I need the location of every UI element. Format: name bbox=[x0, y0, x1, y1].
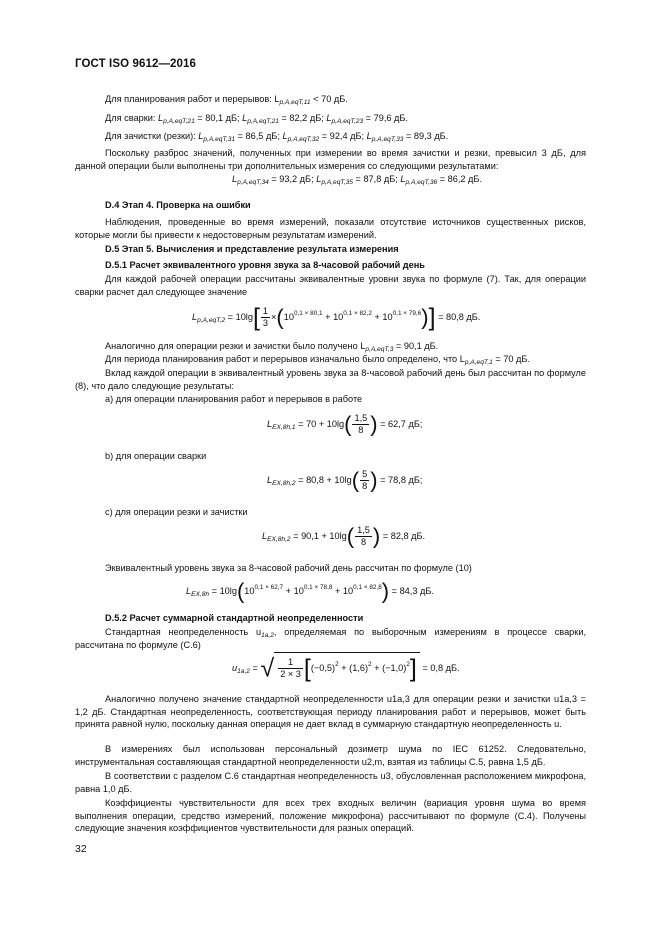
analog-cutting-text: Аналогично для операции резки и зачистки было получено L bbox=[105, 341, 366, 351]
welding-val-3: = 79,6 дБ. bbox=[363, 113, 408, 123]
ft-sub: EX,8h bbox=[191, 591, 210, 598]
ft-result: = 84,3 дБ. bbox=[389, 586, 434, 596]
formula-total: $L_{EX,8h} = 10\lg(10^{0,1 \times 62,7} + 10^{0,1 \times 78,8} + 10^{0,1 \times 82,8}) = 84,3$ дБ. bbox=[186, 578, 434, 604]
f1-result: = 80,8 дБ. bbox=[435, 312, 481, 322]
analog-cutting-sub: p,A,eqT,3 bbox=[365, 346, 394, 353]
item-a-label: a) для операции планирования работ и перерывов в работе bbox=[105, 394, 363, 404]
f1-eq: = 10lg bbox=[225, 312, 253, 322]
fc-result: = 82,8 дБ. bbox=[380, 531, 426, 541]
f1-exp-3: 0,1 × 79,6 bbox=[392, 310, 422, 317]
document-header: ГОСТ ISO 9612—2016 bbox=[75, 58, 197, 70]
extra-val-2: = 87,8 дБ; bbox=[352, 174, 401, 184]
ft-exp-1: 0,1 × 62,7 bbox=[254, 584, 284, 591]
fc-fraction bbox=[355, 525, 372, 548]
extra-val-1: = 93,2 дБ; bbox=[268, 174, 317, 184]
section-d52-text bbox=[75, 626, 586, 651]
planning-line bbox=[105, 94, 348, 104]
formula-uncertainty: $u_{1a,2}$ = √ $\frac{1}{2 \times 3}$ $[(-0,5)^2 + (1,6)^2 + (-1,0)^2] = 0,8$ дБ. bbox=[232, 652, 460, 684]
f1-plus-2: + bbox=[371, 312, 383, 322]
cutting-prefix: Для зачистки (резки): bbox=[105, 131, 199, 141]
c6-paragraph: В соответствии с разделом C.6 стандартная неопределенность u3, обусловленная расположением микрофона, равна 1,0 дБ. bbox=[75, 771, 586, 794]
fb-fraction bbox=[360, 469, 369, 492]
f1-exp-1: 0,1 × 80,1 bbox=[293, 310, 323, 317]
f1-num: 1 bbox=[262, 306, 269, 317]
planning-text: Для планирования работ и перерывов: L bbox=[105, 94, 280, 104]
d52-sub: 1a,2 bbox=[261, 632, 274, 639]
extra-measurements: $L_{p,A,eqT,34} = 93,2$ дБ; $L_{p,A,eqT,35} = 87,8$ дБ; $L_{p,A,eqT,36} = 86,2$ дБ. bbox=[232, 174, 483, 186]
coefficients-paragraph: Коэффициенты чувствительности для всех трех входных величин (вариация уровня шума во время выполнения операции, средство измерений, положение микрофона) рассчитывают по формуле (C.4). Получены следующие значения коэффициентов чувствительности для разных операций. bbox=[75, 798, 586, 834]
ft-exp-3: 0,1 × 82,8 bbox=[353, 584, 382, 591]
d52-text-a: Стандартная неопределенность u bbox=[105, 627, 262, 637]
fu-lhs: u bbox=[232, 663, 238, 673]
formula-welding-level: $L_{p,A,eqT,2} = 10\lg$[ $\frac{1}{3}$ $\times(10^{0,1 \times 80,1} + 10^{0,1 \times 82,2} + 10^{0,1 \times 79,6})] = 80,8$ дБ. bbox=[192, 303, 481, 332]
section-d51-text: Для каждой рабочей операции рассчитаны эквивалентные уровни звука по формуле (7). Так, для операции сварки расчет дал следующее значение bbox=[75, 274, 586, 297]
total-level-text: Эквивалентный уровень звука за 8-часовой рабочий день рассчитан по формуле (10) bbox=[105, 563, 472, 573]
planning-period-tail: = 70 дБ. bbox=[492, 354, 530, 364]
fu-v1: −0,5 bbox=[313, 663, 333, 673]
fb-num: 5 bbox=[362, 469, 368, 480]
analog-uncertainty-paragraph: Аналогично получено значение стандартной неопределенности u1a,3 для операции резки и зачистки u1a,3 = 1,2 дБ. Стандартная неопределенность, соответствующая периоду планирования работ и перерывов, может быть принята равной нулю, поскольку данная операция не дает вклад в суммарную стандартную неопределенность u. bbox=[75, 694, 586, 730]
ft-base-1: 10 bbox=[244, 586, 255, 596]
f1-base-3: 10 bbox=[382, 312, 393, 322]
ft-base-2: 10 bbox=[293, 586, 304, 596]
section-d4-title: D.4 Этап 4. Проверка на ошибки bbox=[105, 200, 251, 210]
ft-exp-2: 0,1 × 78,8 bbox=[303, 584, 333, 591]
fa-pre: = 70 + 10lg bbox=[295, 419, 345, 429]
cutting-line: Для зачистки (резки): $L_{p,A,eqT,31} = 86,5$ дБ; $L_{p,A,eqT,32} = 92,4$ дБ; $L_{p,A,eqT,33} = 89,3$ дБ. bbox=[105, 131, 449, 143]
welding-sub-2: p,A,eqT,21 bbox=[247, 118, 279, 125]
d52-text-b: , определяемая по выборочным измерениям в процессе сварки, рассчитана по формуле (C.6) bbox=[75, 627, 586, 650]
cutting-sub-3: p,A,eqT,33 bbox=[371, 136, 404, 143]
fb-sub: EX,8h,2 bbox=[272, 480, 296, 487]
fb-result: = 78,8 дБ; bbox=[377, 475, 423, 485]
ft-base-3: 10 bbox=[342, 586, 354, 596]
fc-den: 8 bbox=[360, 537, 367, 548]
planning-period-text: Для периода планирования работ и перерывов изначально было определено, что L bbox=[105, 354, 465, 364]
f1-times: × bbox=[271, 312, 277, 322]
fu-den: 2 × 3 bbox=[280, 669, 301, 680]
cutting-sub-2: p,A,eqT,32 bbox=[287, 136, 320, 143]
cutting-sub-1: p,A,eqT,31 bbox=[203, 136, 236, 143]
contribution-paragraph: Вклад каждой операции в эквивалентный уровень звука за 8-часовой рабочий день был рассчитан по формуле (8), что дало следующие результаты: bbox=[75, 368, 586, 391]
planning-period-line bbox=[105, 354, 530, 364]
cutting-val-3: = 89,3 дБ. bbox=[403, 131, 449, 141]
fu-v3: −1,0 bbox=[385, 663, 404, 673]
section-d52-title: D.5.2 Расчет суммарной стандартной неопределенности bbox=[105, 613, 364, 623]
extra-val-3: = 86,2 дБ. bbox=[437, 174, 483, 184]
f1-den: 3 bbox=[262, 318, 269, 329]
item-c-label: c) для операции резки и зачистки bbox=[105, 507, 248, 517]
item-b-label: b) для операции сварки bbox=[105, 451, 207, 461]
analog-cutting-tail: = 90,1 дБ. bbox=[393, 341, 439, 351]
cutting-val-1: = 86,5 дБ; bbox=[235, 131, 283, 141]
planning-period-sub: p,A,eqT,1 bbox=[464, 359, 493, 366]
fu-radicand: $\frac{1}{2 \times 3}$ $[(-0,5)^2 + (1,6)^2 + (-1,0)^2]$ bbox=[274, 652, 420, 684]
extra-sub-2: p,A,eqT,35 bbox=[321, 179, 353, 186]
section-d4-text: Наблюдения, проведенные во время измерений, показали отсутствие источников существенных рисков, которые могли бы привести к недостоверным результатам измерений. bbox=[75, 217, 586, 240]
fc-pre: = 90,1 + 10lg bbox=[290, 531, 347, 541]
fa-fraction bbox=[352, 413, 369, 436]
section-d5-title: D.5 Этап 5. Вычисления и представление результата измерения bbox=[105, 244, 399, 254]
iec-paragraph: В измерениях был использован персональный дозиметр шума по IEC 61252. Следовательно, инструментальная составляющая стандартной неопределенности u2,m, взятая из таблицы C.5, равна 1,5 дБ. bbox=[75, 744, 586, 767]
fu-v2: 1,6 bbox=[352, 663, 365, 673]
f1-lhs-sub: p,A,eqT,2 bbox=[197, 317, 226, 324]
ft-plus-2: + bbox=[332, 586, 343, 596]
formula-c: $L_{EX,8h,2} = 90,1 + 10\lg$( $\frac{1,5}{8}$ ) = 82,8 дБ. bbox=[262, 523, 426, 549]
fu-num: 1 bbox=[278, 657, 303, 669]
ft-plus-1: + bbox=[283, 586, 294, 596]
page-number: 32 bbox=[75, 843, 87, 855]
analog-cutting-line bbox=[105, 341, 438, 351]
f1-base-1: 10 bbox=[283, 312, 294, 322]
fa-result: = 62,7 дБ; bbox=[377, 419, 423, 429]
welding-sub-1: p,A,eqT,21 bbox=[163, 118, 195, 125]
formula-b: $L_{EX,8h,2} = 80,8 + 10\lg$( $\frac{5}{8}$ ) = 78,8 дБ; bbox=[267, 467, 423, 493]
section-d51-title: D.5.1 Расчет эквивалентного уровня звука за 8-часовой рабочий день bbox=[105, 260, 425, 270]
fa-num: 1,5 bbox=[354, 413, 368, 424]
extra-sub-1: p,A,eqT,34 bbox=[237, 179, 269, 186]
fa-den: 8 bbox=[358, 425, 364, 436]
planning-tail: < 70 дБ. bbox=[310, 94, 348, 104]
fb-den: 8 bbox=[362, 481, 368, 492]
f1-plus-1: + bbox=[322, 312, 334, 322]
welding-sub-3: p,A,eqT,23 bbox=[331, 118, 364, 125]
fc-sub: EX,8h,2 bbox=[267, 536, 291, 543]
cutting-val-2: = 92,4 дБ; bbox=[319, 131, 367, 141]
fb-pre: = 80,8 + 10lg bbox=[295, 475, 352, 485]
fu-lhs-sub: 1a,2 bbox=[237, 668, 250, 675]
f1-exp-2: 0,1 × 82,2 bbox=[343, 310, 372, 317]
formula-a: $L_{EX,8h,1} = 70 + 10\lg$( $\frac{1,5}{8}$ ) = 62,7 дБ; bbox=[267, 411, 423, 437]
welding-val-2: = 82,2 дБ; bbox=[278, 113, 327, 123]
fu-result: = 0,8 дБ. bbox=[419, 663, 460, 673]
fa-sub: EX,8h,1 bbox=[272, 424, 296, 431]
welding-prefix: Для сварки: bbox=[105, 113, 158, 123]
welding-val-1: = 80,1 дБ; bbox=[194, 113, 243, 123]
fc-num: 1,5 bbox=[357, 525, 370, 536]
f1-fraction bbox=[261, 306, 270, 329]
f1-base-2: 10 bbox=[333, 312, 344, 322]
ft-pre: = 10lg bbox=[209, 586, 237, 596]
welding-line: Для сварки: $L_{p,A,eqT,21} = 80,1$ дБ; $L_{p,A,eqT,21} = 82,2$ дБ; $L_{p,A,eqT,23} = 79,6$ дБ. bbox=[105, 113, 408, 125]
extra-sub-3: p,A,eqT,36 bbox=[405, 179, 438, 186]
spread-paragraph: Поскольку разброс значений, полученных при измерении во время зачистки и резки, превысил 3 дБ, для данной операции были выполнены три дополнительных измерения со следующими результатами: bbox=[75, 148, 586, 171]
planning-sub: p,A,eqT,11 bbox=[279, 99, 311, 106]
